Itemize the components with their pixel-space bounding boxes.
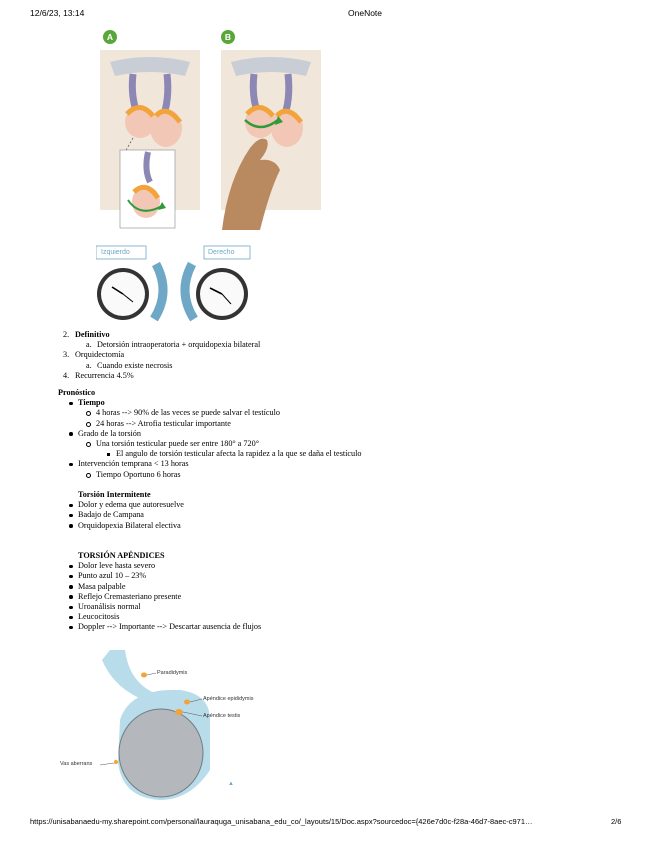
clocks-illustration bbox=[96, 244, 251, 324]
list-item: Badajo de Campana bbox=[78, 510, 184, 520]
list-item: Doppler --> Importante --> Descartar ausencia de flujos bbox=[78, 622, 262, 632]
pronostico-section bbox=[58, 388, 362, 480]
list-item: 4 horas --> 90% de las veces se puede salvar el testículo bbox=[96, 408, 362, 418]
list-item: Leucocitosis bbox=[78, 612, 261, 622]
page-url: https://unisabanaedu-my.sharepoint.com/personal/lauraquga_unisabana_edu_co/_layouts/15/Doc.aspx?sourcedoc={426e7d0c-f28a-46d7-8aec-c971… bbox=[30, 817, 533, 826]
list-item: Tiempo bbox=[78, 398, 362, 408]
list-letter: a. bbox=[86, 360, 92, 370]
list-item: Orquidopexia Bilateral electiva bbox=[78, 521, 184, 531]
list-item: Dolor y edema que autoresuelve bbox=[78, 500, 184, 510]
section-heading: Torsión Intermitente bbox=[78, 490, 151, 499]
badge-a: A bbox=[103, 30, 117, 44]
list-letter: a. bbox=[86, 340, 92, 350]
appendix-figure bbox=[60, 650, 270, 802]
app-title: OneNote bbox=[348, 8, 383, 18]
print-date: 12/6/23, 13:14 bbox=[30, 8, 85, 18]
clock-label-left: Izquierdo bbox=[101, 249, 130, 256]
list-item: Reflejo Cremasteriano presente bbox=[78, 592, 261, 602]
apendices-section bbox=[78, 551, 261, 633]
torsion-illustration bbox=[100, 30, 325, 230]
label-paradidymis: Paradidymis bbox=[157, 670, 188, 676]
list-item: Dolor leve hasta severo bbox=[78, 561, 261, 571]
list-number: 3. bbox=[63, 350, 70, 360]
list-item: Punto azul 10 – 23% bbox=[78, 571, 261, 581]
list-item: Grado de la torsión bbox=[78, 429, 362, 439]
svg-text:▲: ▲ bbox=[228, 781, 234, 787]
label-vas-aberrans: Vas aberrans bbox=[60, 761, 93, 767]
list-item: Definitivo bbox=[75, 330, 110, 339]
list-item: Una torsión testicular puede ser entre 180° a 720° bbox=[96, 439, 362, 449]
list-item: Uroanálisis normal bbox=[78, 602, 261, 612]
list-item: Intervención temprana < 13 horas bbox=[78, 459, 362, 469]
list-item: Detorsión intraoperatoria + orquidopexia bilateral bbox=[97, 340, 261, 350]
list-number: 4. bbox=[63, 370, 70, 380]
list-number: 2. bbox=[63, 330, 70, 339]
intermitente-section bbox=[78, 490, 184, 531]
section-heading: Pronóstico bbox=[58, 388, 96, 397]
badge-b: B bbox=[221, 30, 235, 44]
list-item: Tiempo Oportuno 6 horas bbox=[96, 470, 362, 480]
page-number: 2/6 bbox=[611, 817, 622, 826]
torsion-figure bbox=[100, 30, 325, 230]
list-item: Orquidectomía bbox=[75, 350, 125, 360]
list-item: Recurrencia 4.5% bbox=[75, 370, 134, 380]
list-item: Cuando existe necrosis bbox=[97, 360, 173, 370]
label-appendix-testis: Apéndice testis bbox=[203, 713, 241, 719]
clocks-figure bbox=[96, 244, 251, 324]
list-item: Masa palpable bbox=[78, 582, 261, 592]
label-appendix-epididymis: Apéndice epididymis bbox=[203, 696, 254, 702]
list-item: 24 horas --> Atrofia testicular importante bbox=[96, 419, 362, 429]
treatment-list bbox=[63, 330, 261, 381]
clock-label-right: Derecho bbox=[208, 249, 235, 256]
list-item: El angulo de torsión testicular afecta la rapidez a la que se daña el testículo bbox=[116, 449, 362, 459]
section-heading: TORSIÓN APÉNDICES bbox=[78, 551, 165, 560]
